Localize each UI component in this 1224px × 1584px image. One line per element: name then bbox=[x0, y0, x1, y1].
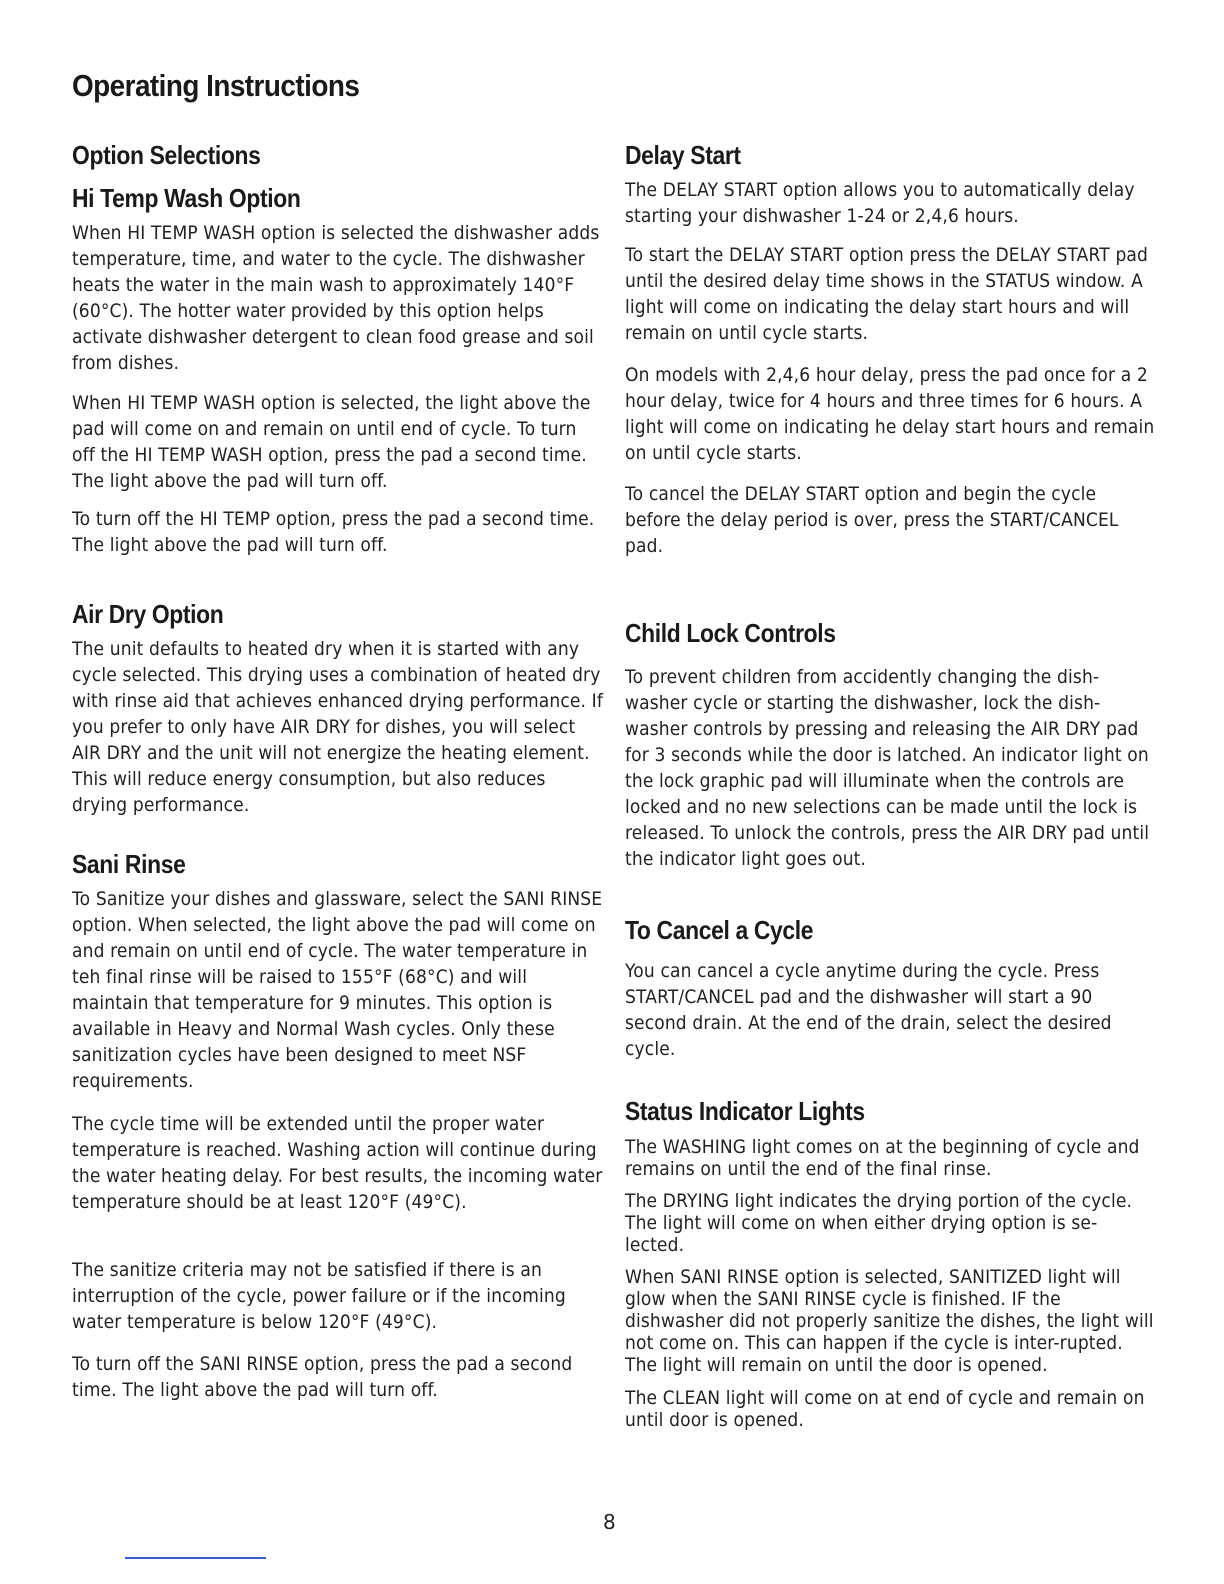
status-lights-paragraph-4: The CLEAN light will come on at end of cycle and remain on until door is opened. bbox=[625, 1387, 1145, 1431]
hi-temp-paragraph-1: When HI TEMP WASH option is selected the dishwasher adds temperature, time, and water to the cycle. The dishwasher heats the water in the main wash to approximately 140°F (60°C). The hotter water provided by this option helps activate dishwasher detergent to clean food grease and soil from dishes. bbox=[72, 222, 600, 374]
hi-temp-paragraph-2: When HI TEMP WASH option is selected, the light above the pad will come on and remain on until end of cycle. To turn off the HI TEMP WASH option, press the pad a second time. The light above the pad will turn off. bbox=[72, 392, 591, 492]
delay-start-heading: Delay Start bbox=[625, 140, 741, 170]
status-lights-paragraph-1: The WASHING light comes on at the beginning of cycle and remains on until the end of the final rinse. bbox=[625, 1136, 1140, 1180]
page-number: 8 bbox=[603, 1510, 616, 1534]
sani-rinse-heading: Sani Rinse bbox=[72, 849, 186, 879]
delay-start-paragraph-3: On models with 2,4,6 hour delay, press the pad once for a 2 hour delay, twice for 4 hours and three times for 6 hours. A light will come on indicating he delay start hours and remain on until cycle starts. bbox=[625, 364, 1155, 464]
hi-temp-paragraph-3: To turn off the HI TEMP option, press the pad a second time. The light above the pad will turn off. bbox=[72, 508, 595, 556]
child-lock-paragraph-1: To prevent children from accidently changing the dish-washer cycle or starting the dishwasher, lock the dish-washer controls by pressing and releasing the AIR DRY pad for 3 seconds while the door is latched. An indicator light on the lock graphic pad will illuminate when the controls are locked and no new selections can be made until the lock is released. To unlock the controls, press the AIR DRY pad until the indicator light goes out. bbox=[625, 666, 1150, 870]
air-dry-paragraph-1: The unit defaults to heated dry when it is started with any cycle selected. This drying uses a combination of heated dry with rinse aid that achieves enhanced drying performance. If you prefer to only have AIR DRY for dishes, you will select AIR DRY and the unit will not energize the heating element. This will reduce energy consumption, but also reduces drying performance. bbox=[72, 638, 604, 816]
hi-temp-heading: Hi Temp Wash Option bbox=[72, 183, 301, 213]
cancel-cycle-heading: To Cancel a Cycle bbox=[625, 915, 814, 945]
sani-rinse-paragraph-3: The sanitize criteria may not be satisfied if there is an interruption of the cycle, power failure or if the incoming water temperature is below 120°F (49°C). bbox=[72, 1259, 566, 1333]
sani-rinse-paragraph-2: The cycle time will be extended until the proper water temperature is reached. Washing action will continue during the water heating delay. For best results, the incoming water temperature should be at least 120°F (49°C). bbox=[72, 1113, 603, 1213]
status-lights-paragraph-2: The DRYING light indicates the drying portion of the cycle. The light will come on when either drying option is se-lected. bbox=[625, 1190, 1133, 1256]
option-selections-heading: Option Selections bbox=[72, 140, 261, 170]
delay-start-paragraph-2: To start the DELAY START option press the DELAY START pad until the desired delay time shows in the STATUS window. A light will come on indicating the delay start hours and will remain on until cycle starts. bbox=[625, 244, 1149, 344]
bottom-rule bbox=[125, 1557, 266, 1559]
delay-start-paragraph-1: The DELAY START option allows you to automatically delay starting your dishwasher 1-24 or 2,4,6 hours. bbox=[625, 179, 1135, 227]
sani-rinse-paragraph-4: To turn off the SANI RINSE option, press the pad a second time. The light above the pad will turn off. bbox=[72, 1353, 573, 1401]
sani-rinse-paragraph-1: To Sanitize your dishes and glassware, select the SANI RINSE option. When selected, the light above the pad will come on and remain on until end of cycle. The water temperature in teh final rinse will be raised to 155°F (68°C) and will maintain that temperature for 9 minutes. This option is available in Heavy and Normal Wash cycles. Only these sanitization cycles have been designed to meet NSF requirements. bbox=[72, 888, 603, 1092]
child-lock-heading: Child Lock Controls bbox=[625, 618, 836, 648]
delay-start-paragraph-4: To cancel the DELAY START option and begin the cycle before the delay period is over, press the START/CANCEL pad. bbox=[625, 483, 1119, 557]
status-lights-paragraph-3: When SANI RINSE option is selected, SANITIZED light will glow when the SANI RINSE cycle is finished. IF the dishwasher did not properly sanitize the dishes, the light will not come on. This can happen if the cycle is inter-rupted. The light will remain on until the door is opened. bbox=[625, 1266, 1154, 1376]
cancel-cycle-paragraph-1: You can cancel a cycle anytime during the cycle. Press START/CANCEL pad and the dishwasher will start a 90 second drain. At the end of the drain, select the desired cycle. bbox=[625, 960, 1112, 1060]
air-dry-heading: Air Dry Option bbox=[72, 599, 224, 629]
page-title: Operating Instructions bbox=[72, 68, 360, 103]
status-lights-heading: Status Indicator Lights bbox=[625, 1096, 865, 1126]
